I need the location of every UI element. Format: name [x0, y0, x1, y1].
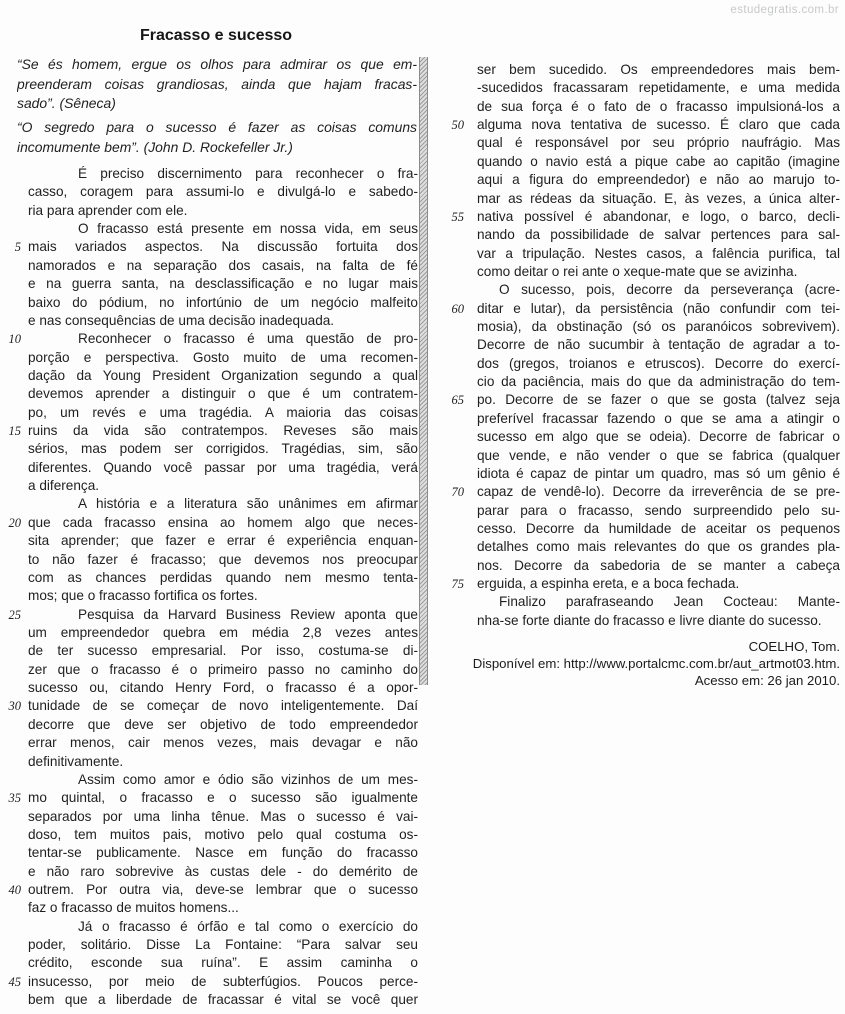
line-number: [4, 569, 24, 587]
text-line-content: ser bem sucedido. Os empreendedores mais bem-: [477, 62, 840, 77]
line-number: [4, 459, 24, 477]
text-line-content: ria para aprender com ele.: [28, 202, 188, 218]
text-line: [440, 557, 840, 575]
text-line: [4, 551, 418, 569]
text-line: [440, 245, 840, 263]
line-number: [440, 245, 464, 263]
text-line-content: -sucedidos fracassaram repetidamente, e uma medida: [477, 80, 840, 96]
line-number: 40: [8, 883, 21, 898]
line-number: 65: [451, 393, 464, 408]
line-number: [4, 294, 24, 312]
text-line-content: a diferença.: [28, 478, 100, 494]
line-number: 55: [451, 209, 464, 224]
line-number: [440, 410, 464, 428]
epigraph: [17, 118, 417, 157]
text-line: [4, 642, 418, 660]
text-line-content: separados por uma linha tênue. Mas o sucesso é vai-: [28, 808, 418, 824]
text-line-content: namorados e na separação dos casais, na falta de fé: [28, 257, 418, 273]
line-number: [4, 716, 24, 734]
text-line-content: de ter sucesso empresarial. Por isso, costuma-se di-: [28, 643, 418, 659]
line-number: [4, 753, 24, 771]
text-line-content: preferível fracassar fazendo o que se ama a atingir o: [477, 410, 840, 426]
text-line-content: sérios, mas podem ser corrigidos. Tragédias, sim, são: [28, 441, 418, 457]
text-line-content: var a tripulação. Nestes casos, a falência purifica, tal: [477, 245, 840, 261]
line-number: 35: [8, 791, 21, 806]
text-line: [17, 55, 417, 75]
text-line-content: po, um revés e uma tragédia. A maioria das coisas: [28, 404, 418, 420]
line-number: [440, 557, 464, 575]
text-line-content: um empreendedor quebra em média 2,8 vezes antes: [28, 624, 418, 640]
text-line: [17, 118, 417, 138]
line-number: [4, 165, 24, 183]
text-line-content: diferentes. Quando você passar por uma tragédia, verá: [28, 459, 418, 475]
column-divider: [419, 57, 428, 685]
citation-line: Disponível em: http://www.portalcmc.com.br/aut_artmot03.htm.: [472, 656, 840, 672]
text-line-content: dos (gregos, troianos e etruscos). Decorre do exercí-: [477, 355, 840, 371]
text-line: [4, 385, 418, 403]
text-line-content: erguida, a espinha ereta, e a boca fechada.: [477, 576, 740, 592]
line-number: [4, 808, 24, 826]
line-number: [440, 281, 464, 299]
text-line: [4, 844, 418, 862]
line-number: 50: [451, 118, 464, 133]
text-line-content: crédito, esconde sua ruína”. E assim caminha o: [28, 955, 418, 971]
text-line-content: parar para o fracasso, sendo surpreendido pelo su-: [477, 502, 840, 518]
text-line-content: É preciso discernimento para reconhecer o fra-: [78, 166, 418, 181]
line-number: [4, 440, 24, 458]
line-number: [4, 771, 24, 789]
line-number: 45: [8, 974, 21, 989]
text-line: [4, 826, 418, 844]
text-line: [440, 447, 840, 465]
text-line: [440, 153, 840, 171]
line-number: [440, 263, 464, 281]
text-line: [440, 593, 840, 611]
text-line: [440, 263, 840, 281]
text-line-content: casso, coragem para assumi-lo e divulgá-lo e sabedo-: [28, 184, 418, 200]
text-line: [4, 477, 418, 495]
line-number: [4, 367, 24, 385]
line-number: [440, 502, 464, 520]
text-line-content: de sua força é o fato de o fracasso impulsioná-los a: [477, 98, 840, 114]
line-number: [4, 863, 24, 881]
text-line: [4, 899, 418, 917]
line-number: 15: [8, 424, 21, 439]
text-line: [440, 79, 840, 97]
text-line: [4, 183, 418, 201]
text-line-content: nos. Decorre da sabedoria de se manter a cabeça: [477, 557, 840, 573]
text-line-content: aqui a figura do empreendedor) e não ao marujo to-: [477, 172, 840, 188]
text-line: [440, 281, 840, 299]
text-line: [4, 275, 418, 293]
epigraph-block: [17, 55, 417, 162]
line-number: [440, 171, 464, 189]
text-line: [440, 428, 840, 446]
line-number: 20: [8, 515, 21, 530]
line-number: [440, 134, 464, 152]
line-number: [4, 624, 24, 642]
line-number: [4, 991, 24, 1009]
line-number: [4, 642, 24, 660]
line-number: 60: [451, 301, 464, 316]
line-number: [440, 593, 464, 611]
text-line-content: O fracasso está presente em nossa vida, em seus: [78, 221, 418, 237]
text-line: [440, 300, 840, 318]
text-line-content: capaz de vendê-lo). Decorre da irreverência de se pre-: [477, 484, 840, 500]
text-line-content: Reconhecer o fracasso é uma questão de pro-: [78, 331, 418, 347]
epigraph: [17, 55, 417, 114]
text-line: [4, 238, 418, 256]
text-line-content: cesso. Decorre da humildade de aceitar os pequenos: [477, 520, 840, 536]
line-number: [4, 661, 24, 679]
text-line: [4, 954, 418, 972]
text-line: [440, 355, 840, 373]
text-line: [440, 116, 840, 134]
text-line: [4, 918, 418, 936]
text-line: [4, 936, 418, 954]
text-line-content: errar menos, cair menos vezes, mais devagar e não: [28, 735, 418, 751]
text-line: [4, 789, 418, 807]
text-line-content: como deitar o rei ante o xeque-mate que se avizinha.: [477, 263, 798, 279]
text-line: [4, 404, 418, 422]
line-number: [4, 495, 24, 513]
line-number: [440, 79, 464, 97]
text-line: [440, 171, 840, 189]
line-number: 30: [8, 699, 21, 714]
text-line-content: sita aprender; que fazer e errar é experiência enquan-: [28, 533, 418, 549]
text-line: [4, 459, 418, 477]
text-line: [440, 98, 840, 116]
line-number: [440, 153, 464, 171]
line-number: [4, 918, 24, 936]
text-line-content: Pesquisa da Harvard Business Review aponta que: [78, 606, 418, 622]
text-line-content: nha-se forte diante do fracasso e livre diante do sucesso.: [477, 612, 822, 628]
line-number: [440, 538, 464, 556]
text-line-content: porção e perspectiva. Gosto muito de uma recomen-: [28, 349, 418, 365]
line-number: 25: [8, 607, 21, 622]
text-line: [4, 624, 418, 642]
text-line-content: O sucesso, pois, decorre da perseverança (acre-: [499, 282, 840, 298]
text-line: [4, 165, 418, 183]
line-number: [440, 355, 464, 373]
line-number: [440, 428, 464, 446]
line-number: [440, 612, 464, 630]
text-line: [440, 465, 840, 483]
text-line-content: detalhes como mais relevantes do que os grandes pla-: [477, 539, 840, 555]
text-line-content: “Se és homem, ergue os olhos para admirar os que em-: [17, 56, 417, 72]
text-line: [4, 514, 418, 532]
line-number: [4, 551, 24, 569]
line-number: [4, 844, 24, 862]
text-line: [4, 679, 418, 697]
line-number: [4, 954, 24, 972]
line-number: [440, 98, 464, 116]
line-number: 5: [14, 240, 21, 255]
text-line-content: que vende, e não vender o que se fabrica (qualquer: [477, 447, 840, 463]
text-line: [440, 575, 840, 593]
text-line-content: sucesso ou, citando Henry Ford, o fracasso é a opor-: [28, 680, 418, 696]
citation-line: Acesso em: 26 jan 2010.: [694, 673, 840, 689]
page-title: Fracasso e sucesso: [139, 27, 293, 44]
citation-line: COELHO, Tom.: [748, 639, 840, 654]
line-number: [440, 447, 464, 465]
line-number: [4, 349, 24, 367]
line-number: [4, 936, 24, 954]
text-line: [4, 422, 418, 440]
text-line-content: to não fazer é fracasso; que devemos nos preocupar: [28, 551, 418, 567]
text-line-content: tentar-se publicamente. Nasce em função do fracasso: [28, 845, 418, 861]
line-number: [4, 183, 24, 201]
text-line-content: mais variados aspectos. Na discussão fortuita dos: [28, 239, 418, 255]
text-line-content: cio da paciência, mais do que da administração do tem-: [477, 374, 840, 390]
text-line: [4, 440, 418, 458]
text-line: [4, 697, 418, 715]
text-line-content: mos; que o fracasso fortifica os fortes.: [28, 588, 258, 604]
line-number: [4, 312, 24, 330]
text-line: [4, 257, 418, 275]
text-line-content: mo quintal, o fracasso e o sucesso são igualmente: [28, 790, 418, 806]
text-line-content: zer que o fracasso é o primeiro passo no caminho do: [28, 661, 418, 677]
text-line-content: poder, solitário. Disse La Fontaine: “Para salvar seu: [28, 937, 418, 953]
line-number: [4, 477, 24, 495]
text-line-content: sado”. (Sêneca): [17, 95, 116, 111]
text-line-content: nativa possível é abandonar, e logo, o barco, decli-: [477, 208, 840, 224]
line-number: [440, 465, 464, 483]
text-line: [4, 349, 418, 367]
text-line: [4, 734, 418, 752]
text-line: [4, 330, 418, 348]
line-number: [440, 520, 464, 538]
watermark: estudegratis.com.br: [730, 4, 839, 16]
line-number: [4, 587, 24, 605]
text-line-content: e não raro sobrevive às custas dele - do demérito de: [28, 863, 418, 879]
text-line: [4, 716, 418, 734]
line-number: [4, 679, 24, 697]
text-line: [440, 134, 840, 152]
text-line-content: Já o fracasso é órfão e tal como o exercício do: [78, 918, 418, 934]
line-number: [440, 318, 464, 336]
text-line: [440, 410, 840, 428]
text-line: [17, 75, 417, 95]
text-line-content: mar as rédeas da situação. E, às vezes, a única alter-: [477, 190, 840, 206]
text-line-content: dação da Young President Organization segundo a qual: [28, 367, 418, 383]
text-line: [4, 808, 418, 826]
text-column-1: [4, 165, 418, 1010]
text-line: [440, 208, 840, 226]
text-line-content: com as chances perdidas quando nem mesmo tenta-: [28, 569, 418, 585]
line-number: 70: [451, 485, 464, 500]
text-line: [440, 373, 840, 391]
text-line-content: ruins da vida são contratempos. Reveses são mais: [28, 423, 418, 439]
text-line-content: que cada fracasso ensina ao homem algo que neces-: [28, 514, 418, 530]
text-line: [440, 538, 840, 556]
text-line-content: preenderam coisas grandiosas, ainda que hajam fracas-: [17, 75, 417, 92]
text-line: [440, 391, 840, 409]
text-line-content: ditar e lutar), da persistência (não confundir com tei-: [477, 300, 840, 316]
text-line-content: baixo do pódium, no infortúnio de um negócio malfeito: [28, 294, 418, 310]
text-line-content: doso, tem muitos pais, motivo pelo qual costuma os-: [28, 826, 418, 842]
line-number: [4, 532, 24, 550]
text-line-content: decorre que deve ser objetivo de todo empreendedor: [28, 716, 418, 732]
text-line: [440, 612, 840, 630]
line-number: [4, 257, 24, 275]
citation-block: [440, 638, 840, 690]
text-line-content: e nas consequências de uma decisão inadequada.: [28, 312, 335, 328]
text-line-content: e na guerra santa, na desclassificação e no lugar mais: [28, 276, 418, 292]
line-number: [440, 373, 464, 391]
line-number: [4, 899, 24, 917]
text-line-content: Finalizo parafraseando Jean Cocteau: Mante-: [499, 594, 840, 610]
text-line-content: insucesso, por meio de subterfúgios. Poucos perce-: [28, 973, 418, 989]
text-line-content: outrem. Por outra via, deve-se lembrar que o sucesso: [28, 882, 418, 898]
text-line: [4, 202, 418, 220]
text-line-content: “O segredo para o sucesso é fazer as coisas comuns: [17, 119, 417, 135]
line-number: [440, 61, 464, 79]
line-number: [440, 226, 464, 244]
text-line: [4, 220, 418, 238]
line-number: [4, 404, 24, 422]
text-line: [4, 661, 418, 679]
text-line: [440, 61, 840, 79]
text-line-content: alguma nova tentativa de sucesso. É claro que cada: [477, 117, 840, 133]
text-line: [4, 367, 418, 385]
text-line: [4, 495, 418, 513]
text-line: [440, 226, 840, 244]
text-line-content: nando da possibilidade de salvar pertences para sal-: [477, 227, 840, 243]
text-line: [4, 532, 418, 550]
text-line: [4, 771, 418, 789]
text-line-content: mosia), da obstinação (só os paranóicos sobrevivem).: [477, 319, 840, 335]
text-line-content: definitivamente.: [28, 753, 124, 769]
text-line: [440, 336, 840, 354]
text-line: [4, 606, 418, 624]
text-line-content: Assim como amor e ódio são vizinhos de um mes-: [78, 771, 418, 787]
text-line-content: idiota é capaz de pintar um quadro, mas só um gênio é: [477, 465, 840, 481]
text-line: [440, 483, 840, 501]
line-number: [4, 826, 24, 844]
text-line: [4, 753, 418, 771]
line-number: [4, 202, 24, 220]
text-line-content: devemos aprender a distinguir o que é um contratem-: [28, 386, 418, 402]
text-line: [440, 520, 840, 538]
text-line: [440, 318, 840, 336]
text-line-content: bem que a liberdade de fracassar é vital se você quer: [28, 992, 418, 1008]
line-number: [4, 385, 24, 403]
text-line: [440, 502, 840, 520]
text-line-content: qual é responsável por seu próprio naufrágio. Mas: [477, 135, 840, 151]
text-line: [4, 312, 418, 330]
text-line: [4, 991, 418, 1009]
text-line-content: po. Decorre de se fazer o que se gosta (talvez seja: [477, 392, 840, 408]
line-number: [440, 336, 464, 354]
text-line: [440, 190, 840, 208]
line-number: [440, 190, 464, 208]
text-line: [4, 294, 418, 312]
text-column-2: [440, 61, 840, 630]
text-line: [4, 587, 418, 605]
text-line-content: faz o fracasso de muitos homens...: [28, 900, 239, 916]
text-line-content: incomumente bem”. (John D. Rockefeller Jr.): [17, 138, 293, 155]
text-line-content: Decorre de não sucumbir à tentação de agradar a to-: [477, 337, 840, 353]
text-line-content: A história e a literatura são unânimes em afirmar: [78, 496, 418, 512]
line-number: [4, 220, 24, 238]
line-number: 75: [451, 577, 464, 592]
line-number: [4, 734, 24, 752]
text-line: [4, 863, 418, 881]
text-line-content: tunidade de se começar de novo inteligentemente. Daí: [28, 698, 418, 714]
text-line-content: sucesso em algo que se odeia). Decorre de fabricar o: [477, 429, 840, 445]
text-line-content: quando o navio está a pique cabe ao capitão (imagine: [477, 153, 840, 169]
line-number: [4, 275, 24, 293]
text-line: [17, 94, 417, 114]
text-line: [17, 138, 417, 158]
line-number: 10: [8, 332, 21, 347]
text-line: [4, 973, 418, 991]
text-line: [4, 881, 418, 899]
text-line: [4, 569, 418, 587]
